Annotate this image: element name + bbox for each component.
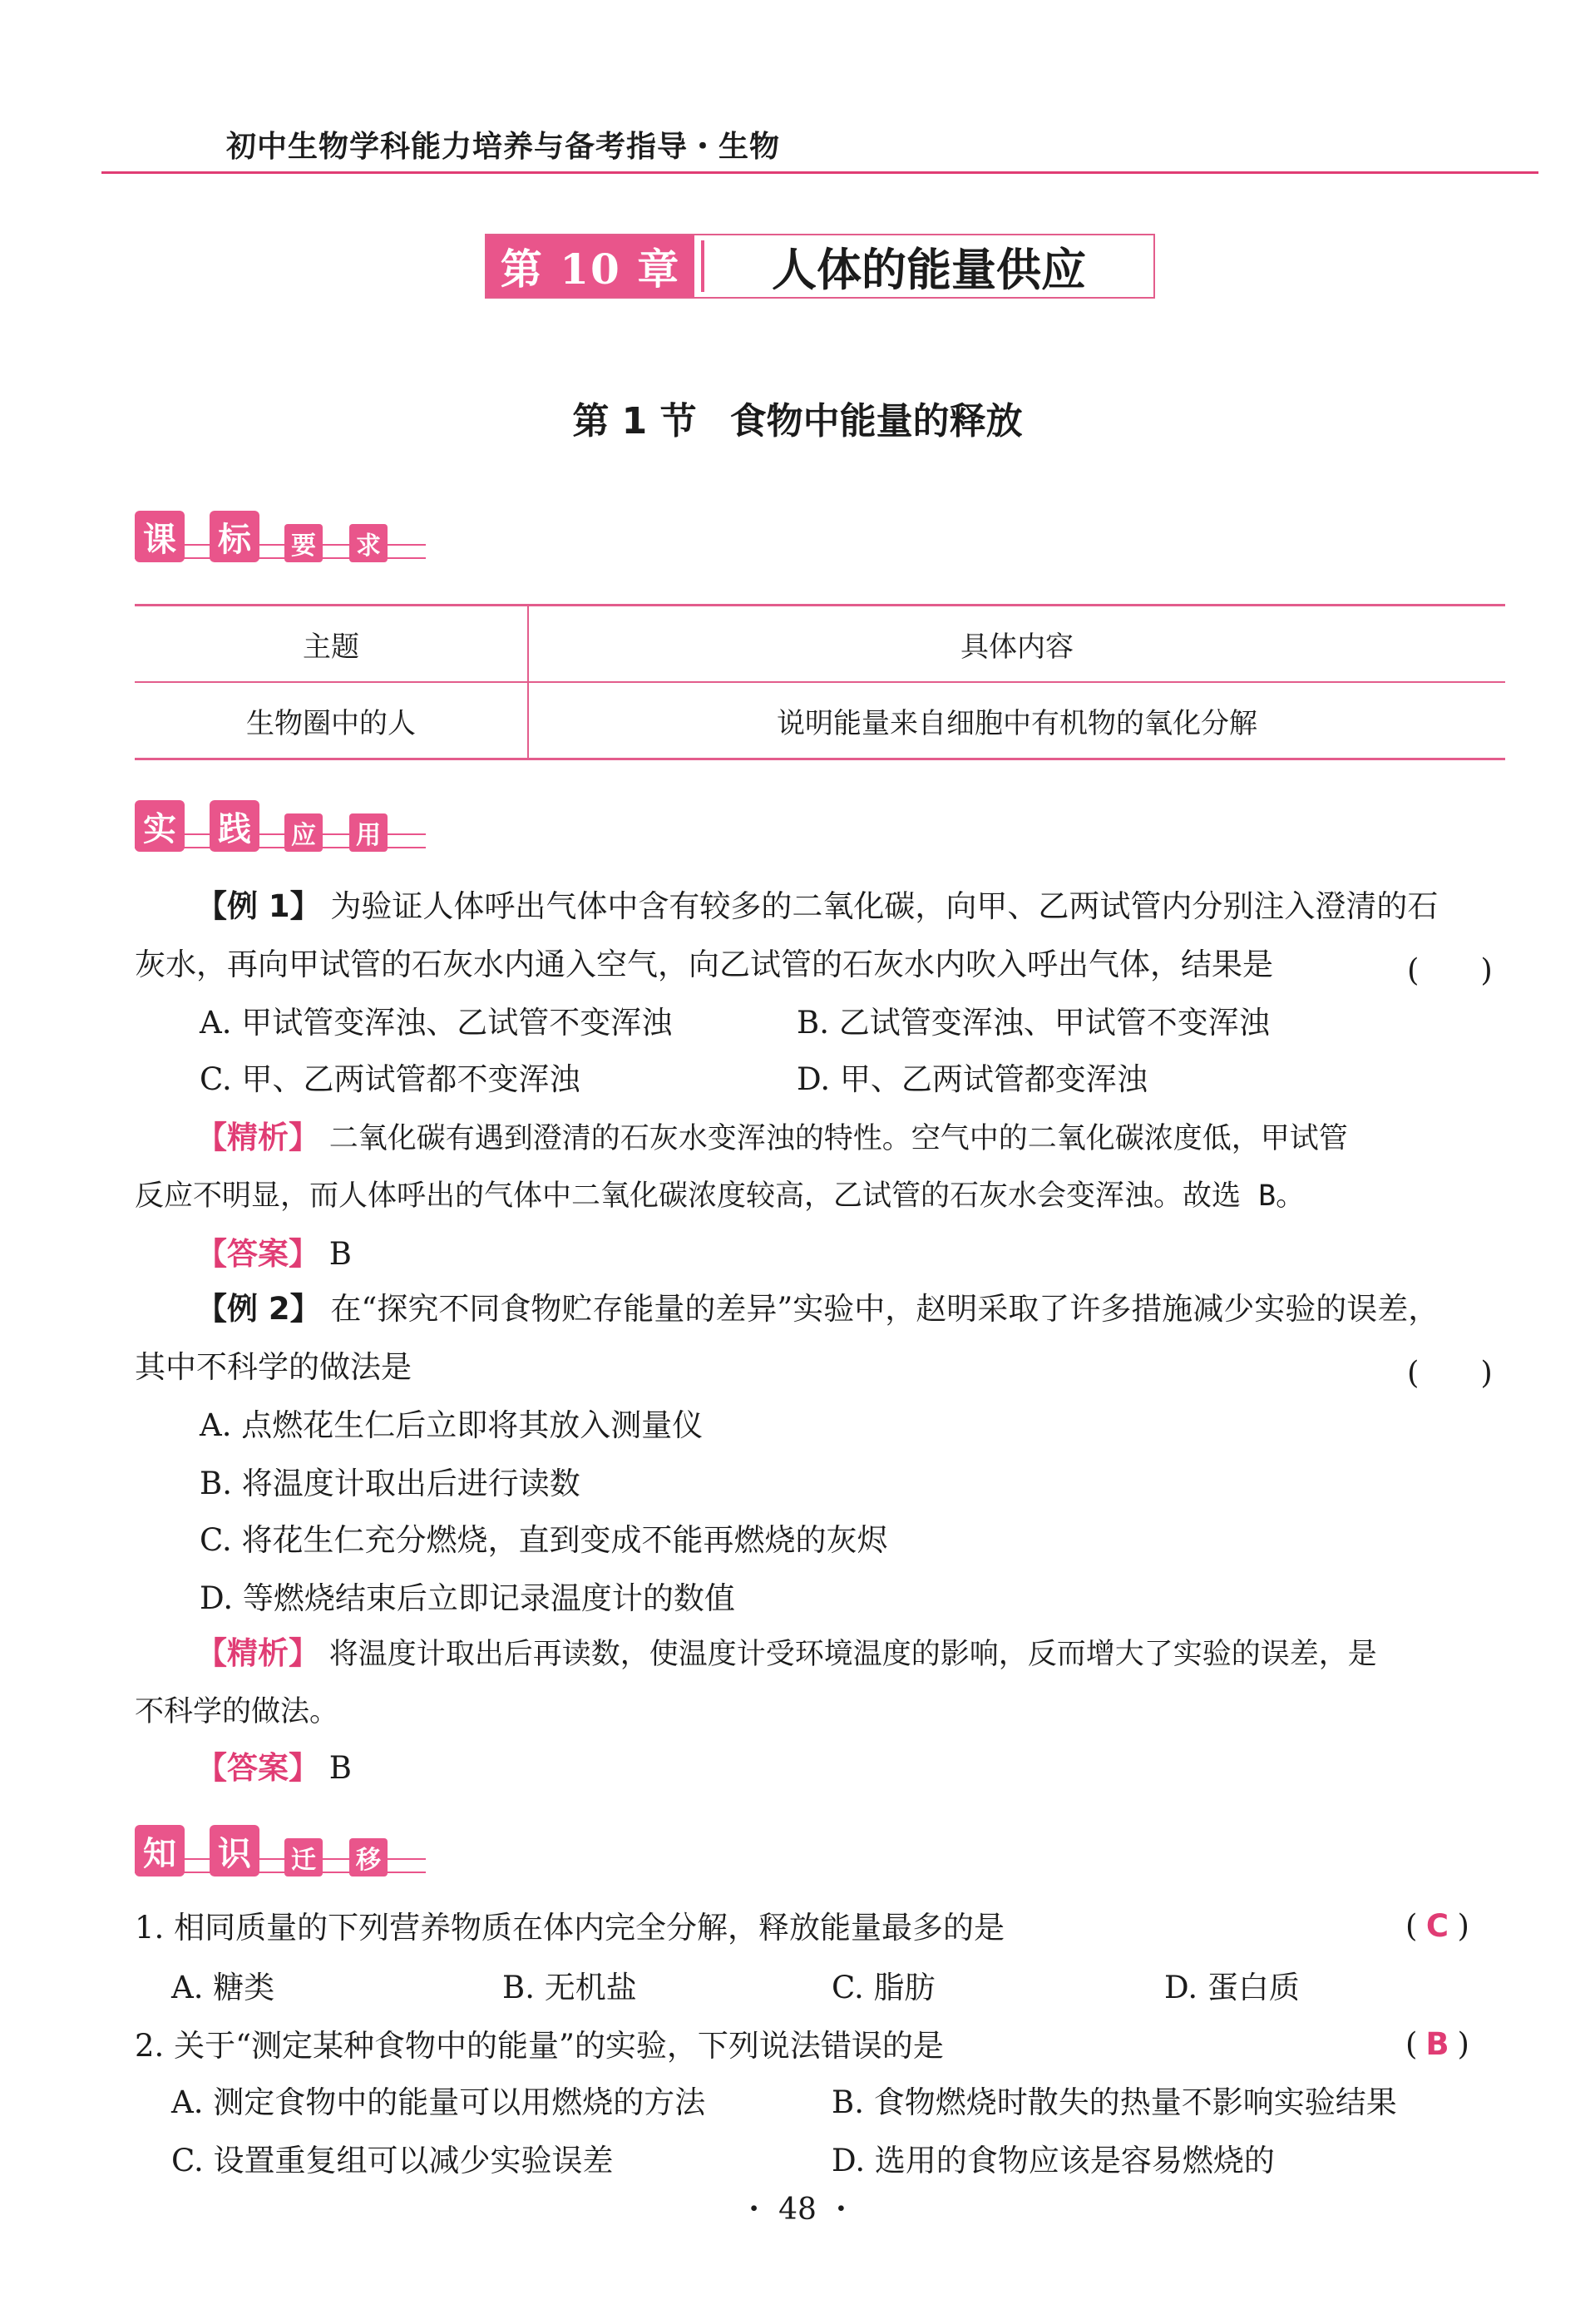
option: A. 甲试管变浑浊、乙试管不变浑浊	[200, 1005, 673, 1041]
option: A. 测定食物中的能量可以用燃烧的方法	[171, 2084, 706, 2120]
example-2-stem-line	[196, 1289, 1439, 1329]
answer-value: B	[328, 1236, 352, 1272]
table-cell: 生物圈中的人	[135, 682, 528, 759]
block-heading-transfer	[135, 1825, 434, 1878]
table-header-cell: 具体内容	[528, 606, 1505, 683]
example-stem: 为验证人体呼出气体中含有较多的二氧化碳，向甲、乙两试管内分别注入澄清的石	[330, 888, 1439, 924]
analysis-line	[196, 1118, 1348, 1159]
answer-label: 【答案】	[196, 1236, 319, 1272]
question-2-stem: 2. 关于“测定某种食物中的能量”的实验，下列说法错误的是	[135, 2028, 944, 2064]
analysis-line	[196, 1634, 1377, 1674]
block-heading-practice	[135, 800, 434, 853]
heading-char: 用	[349, 813, 388, 852]
option: D. 选用的食物应该是容易燃烧的	[832, 2143, 1275, 2178]
chapter-title: 人体的能量供应	[772, 243, 1086, 296]
answer-line	[196, 1748, 352, 1788]
running-title: 初中生物学科能力培养与备考指导・生物	[226, 130, 781, 164]
analysis-line: 反应不明显，而人体呼出的气体中二氧化碳浓度较高，乙试管的石灰水会变浑浊。故选 B。	[135, 1179, 1306, 1213]
example-label: 【例 1】	[196, 888, 321, 924]
section-title	[0, 391, 1595, 444]
analysis-label: 【精析】	[196, 1120, 319, 1155]
heading-char: 应	[284, 813, 323, 852]
option: C. 将花生仁充分燃烧，直到变成不能再燃烧的灰烬	[200, 1522, 888, 1558]
table-row	[135, 682, 1505, 759]
heading-char: 践	[210, 800, 259, 852]
option: D. 蛋白质	[1164, 1970, 1300, 2005]
option: C. 设置重复组可以减少实验误差	[171, 2143, 614, 2178]
option: D. 甲、乙两试管都变浑浊	[797, 1061, 1148, 1097]
question-answer: C	[1425, 1908, 1449, 1944]
answer-parenthesis: ( )	[1407, 952, 1493, 988]
heading-char: 标	[210, 511, 259, 562]
heading-char: 识	[210, 1825, 259, 1877]
option: B. 无机盐	[502, 1970, 637, 2005]
analysis-text: 将温度计取出后再读数，使温度计受环境温度的影响，反而增大了实验的误差，是	[328, 1638, 1377, 1671]
heading-char: 课	[135, 511, 185, 562]
block-heading-standards	[135, 511, 434, 564]
option: C. 脂肪	[832, 1970, 936, 2005]
analysis-text: 二氧化碳有遇到澄清的石灰水变浑浊的特性。空气中的二氧化碳浓度低，甲试管	[328, 1122, 1348, 1155]
heading-char: 移	[349, 1838, 388, 1877]
heading-char: 要	[284, 524, 323, 562]
heading-char: 知	[135, 1825, 185, 1877]
example-1-stem-line	[196, 887, 1438, 927]
answer-label: 【答案】	[196, 1750, 319, 1786]
header-rule	[101, 171, 1538, 174]
option: A. 点燃花生仁后立即将其放入测量仪	[200, 1407, 704, 1443]
option: C. 甲、乙两试管都不变浑浊	[200, 1061, 580, 1097]
example-2-stem-line: 其中不科学的做法是	[135, 1349, 412, 1385]
example-1-stem-line: 灰水，再向甲试管的石灰水内通入空气，向乙试管的石灰水内吹入呼出气体，结果是	[135, 947, 1273, 982]
table-header-cell: 主题	[135, 606, 528, 683]
table-cell: 说明能量来自细胞中有机物的氧化分解	[528, 682, 1505, 759]
answer-line	[196, 1234, 352, 1274]
answer-parenthesis: ( )	[1407, 1355, 1493, 1391]
section-number: 第 1 节	[572, 400, 697, 443]
analysis-line: 不科学的做法。	[135, 1695, 339, 1728]
analysis-label: 【精析】	[196, 1635, 319, 1671]
question-answer: B	[1425, 2026, 1449, 2062]
option: B. 食物燃烧时散失的热量不影响实验结果	[832, 2084, 1397, 2120]
option: B. 乙试管变浑浊、甲试管不变浑浊	[797, 1005, 1270, 1041]
answer-parenthesis: ( B )	[1405, 2026, 1469, 2062]
answer-value: B	[328, 1750, 352, 1786]
option: A. 糖类	[171, 1970, 275, 2005]
question-1-stem: 1. 相同质量的下列营养物质在体内完全分解，释放能量最多的是	[135, 1910, 1005, 1946]
answer-parenthesis: ( C )	[1405, 1908, 1469, 1944]
chapter-number: 第 10 章	[486, 235, 694, 297]
heading-char: 求	[349, 524, 388, 562]
heading-char: 实	[135, 800, 185, 852]
option: B. 将温度计取出后进行读数	[200, 1466, 580, 1501]
table-header-row	[135, 606, 1505, 683]
standards-table	[135, 604, 1505, 760]
heading-char: 迁	[284, 1838, 323, 1877]
example-label: 【例 2】	[196, 1291, 321, 1327]
option: D. 等燃烧结束后立即记录温度计的数值	[200, 1580, 735, 1616]
chapter-banner	[485, 234, 1155, 299]
page-number: ・ 48 ・	[738, 2193, 857, 2227]
section-name: 食物中能量的释放	[729, 400, 1023, 443]
example-stem: 在“探究不同食物贮存能量的差异”实验中，赵明采取了许多措施减少实验的误差，	[330, 1291, 1439, 1327]
